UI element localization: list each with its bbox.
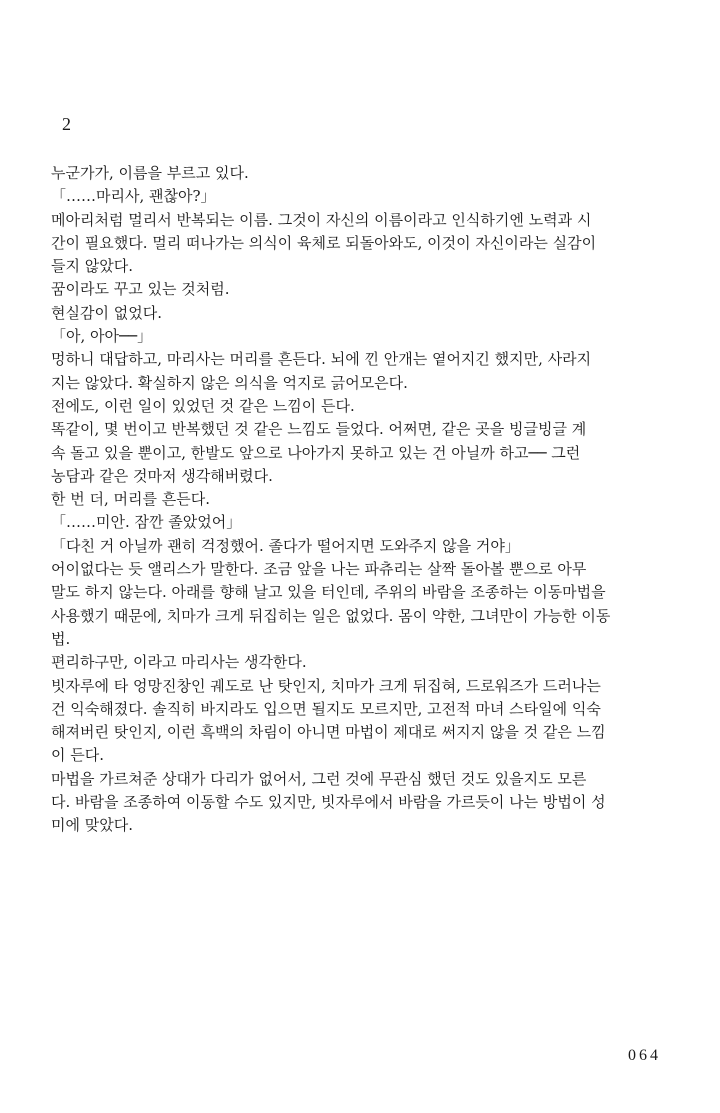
text-line: 「아, 아아──」: [51, 327, 153, 346]
text-line: 꿈이라도 꾸고 있는 것처럼.: [51, 280, 230, 299]
body-text: [51, 162, 676, 838]
text-line: 말도 하지 않는다. 아래를 향해 날고 있을 터인데, 주위의 바람을 조종하는 이동마법을: [51, 583, 606, 602]
text-line: 「다친 거 아닐까 괜히 걱정했어. 졸다가 떨어지면 도와주지 않을 거야」: [51, 536, 520, 555]
text-line: 똑같이, 몇 번이고 반복했던 것 같은 느낌도 들었다. 어쩌면, 같은 곳을 빙글빙글 계: [51, 420, 587, 439]
text-line: 이 든다.: [51, 746, 105, 765]
text-line: 사용했기 때문에, 치마가 크게 뒤집히는 일은 없었다. 몸이 약한, 그녀만이 가능한 이동: [51, 606, 611, 625]
text-line: 「……마리사, 괜찮아?」: [51, 187, 216, 206]
text-line: 어이없다는 듯 앨리스가 말한다. 조금 앞을 나는 파츄리는 살짝 돌아볼 뿐으로 아무: [51, 560, 587, 579]
text-line: 미에 맞았다.: [51, 816, 133, 835]
text-line: 농담과 같은 것마저 생각해버렸다.: [51, 466, 273, 485]
chapter-number: 2: [62, 114, 71, 134]
text-line: 속 돌고 있을 뿐이고, 한발도 앞으로 나아가지 못하고 있는 건 아닐까 하고── 그런: [51, 443, 581, 462]
text-line: 멍하니 대답하고, 마리사는 머리를 흔든다. 뇌에 낀 안개는 옅어지긴 했지만, 사라지: [51, 350, 592, 369]
text-line: 「……미안. 잠깐 졸았었어」: [51, 513, 242, 532]
text-line: 마법을 가르쳐준 상대가 다리가 없어서, 그런 것에 무관심 했던 것도 있을지도 모른: [51, 769, 587, 788]
text-line: 해져버린 탓인지, 이런 흑백의 차림이 아니면 마법이 제대로 써지지 않을 것 같은 느낌: [51, 723, 606, 742]
text-line: 메아리처럼 멀리서 반복되는 이름. 그것이 자신의 이름이라고 인식하기엔 노력과 시: [51, 210, 592, 229]
text-line: 건 익숙해졌다. 솔직히 바지라도 입으면 될지도 모르지만, 고전적 마녀 스타일에 익숙: [51, 699, 601, 718]
text-line: 다. 바람을 조종하여 이동할 수도 있지만, 빗자루에서 바람을 가르듯이 나는 방법이 성: [51, 793, 606, 812]
text-line: 현실감이 없었다.: [51, 303, 162, 322]
page-number: 064: [628, 1047, 661, 1064]
text-line: 한 번 더, 머리를 흔든다.: [51, 490, 211, 509]
text-line: 지는 않았다. 확실하지 않은 의식을 억지로 긁어모은다.: [51, 373, 408, 392]
text-line: 들지 않았다.: [51, 257, 133, 276]
text-line: 법.: [51, 629, 71, 648]
text-line: 편리하구만, 이라고 마리사는 생각한다.: [51, 653, 307, 672]
text-line: 빗자루에 타 엉망진창인 궤도로 난 탓인지, 치마가 크게 뒤집혀, 드로워즈가 드러나는: [51, 676, 601, 695]
text-line: 간이 필요했다. 멀리 떠나가는 의식이 육체로 되돌아와도, 이것이 자신이라는 실감이: [51, 233, 597, 252]
text-line: 누군가가, 이름을 부르고 있다.: [51, 164, 249, 182]
text-line: 전에도, 이런 일이 있었던 것 같은 느낌이 든다.: [51, 396, 355, 415]
